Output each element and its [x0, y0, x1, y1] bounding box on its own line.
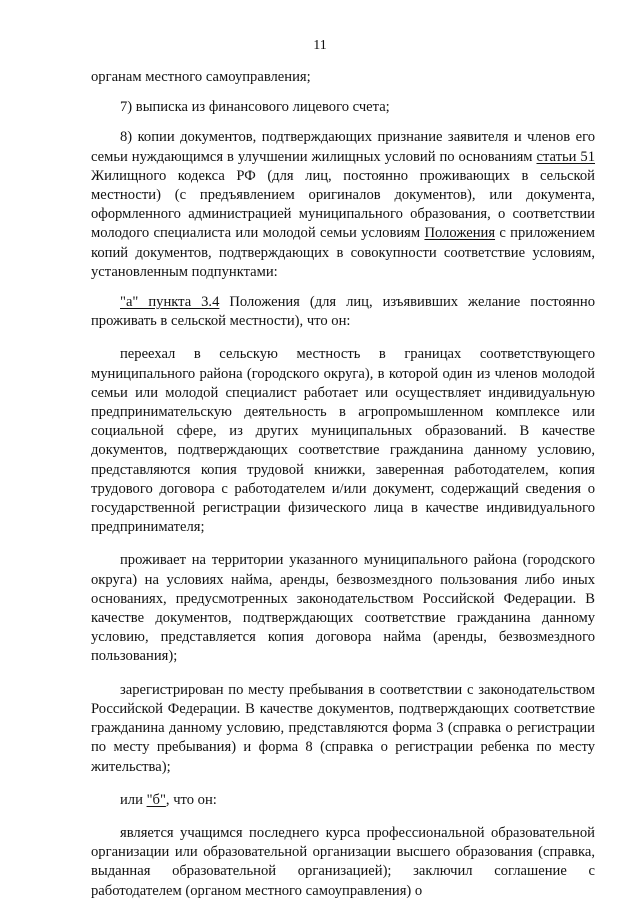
paragraph-registered: зарегистрирован по месту пребывания в соответствии с законодательством Российской Федерации. В качестве документов, подтверждающих соответствие гражданина данному условию, представляются форма 3 (справка о регистрации по месту пребывания) и форма 8 (справка о регистрации ребенка по месту жительства);: [91, 681, 595, 775]
paragraph-text: или: [120, 791, 147, 808]
page-number: 11: [313, 38, 327, 53]
link-subpoint-b[interactable]: "б": [146, 791, 166, 808]
paragraph-subpoint-a: [91, 293, 595, 331]
paragraph-student: является учащимся последнего курса профессиональной образовательной организации или образовательной организации высшего образования (справка, выданная образовательной организацией); заключил соглашение с работодателем (органом местного самоуправления) о: [91, 824, 595, 899]
paragraph-text: 8) копии документов, подтверждающих признание заявителя и членов его семьи нуждающимся в улучшении жилищных условий по основаниям: [91, 129, 595, 165]
paragraph-text: с приложением копий документов, подтверждающих в совокупности соответствие условиям, установленным подпунктами:: [91, 225, 595, 280]
link-subpoint-a[interactable]: "а" пункта 3.4: [120, 294, 220, 311]
paragraph-continuation: органам местного самоуправления;: [91, 69, 311, 85]
paragraph-relocated: переехал в сельскую местность в границах соответствующего муниципального района (городского округа), в которой один из членов молодой семьи или молодой специалист работает или осуществляет индивидуальную предпринимательскую деятельность в агропромышленном комплексе или социальной сфере, из других муниципальных образований. В качестве документов, подтверждающих соответствие гражданина данному условию, представляются копия трудовой книжки, заверенная работодателем, копия трудового договора с работодателем и/или документ, содержащий сведения о государственной регистрации физического лица в качестве индивидуального предпринимателя;: [91, 346, 595, 536]
paragraph-item-7: 7) выписка из финансового лицевого счета;: [120, 99, 390, 116]
link-regulation[interactable]: Положения: [424, 225, 496, 242]
paragraph-item-8: [91, 128, 595, 282]
paragraph-text: Положения (для лиц, изъявивших желание постоянно проживать в сельской местности), что он:: [91, 294, 596, 330]
paragraph-text: Жилищного кодекса РФ (для лиц, постоянно проживающих в сельской местности) (с предъявлением оригиналов документов), или документа, оформленного администрацией муниципального образования, о соответствии молодого специалиста или молодой семьи условиям: [91, 167, 595, 242]
document-body: [91, 68, 595, 901]
link-article-51[interactable]: статьи 51: [536, 148, 596, 165]
paragraph-subpoint-b: [91, 791, 595, 810]
paragraph-text: , что он:: [165, 791, 217, 808]
paragraph-resides: проживает на территории указанного муниципального района (городского округа) на условиях найма, аренды, безвозмездного пользования либо иных основаниях, предусмотренных законодательством Российской Федерации. В качестве документов, подтверждающих соответствие гражданина данному условию, представляется копия договора найма (аренды, безвозмездного пользования);: [91, 552, 595, 665]
